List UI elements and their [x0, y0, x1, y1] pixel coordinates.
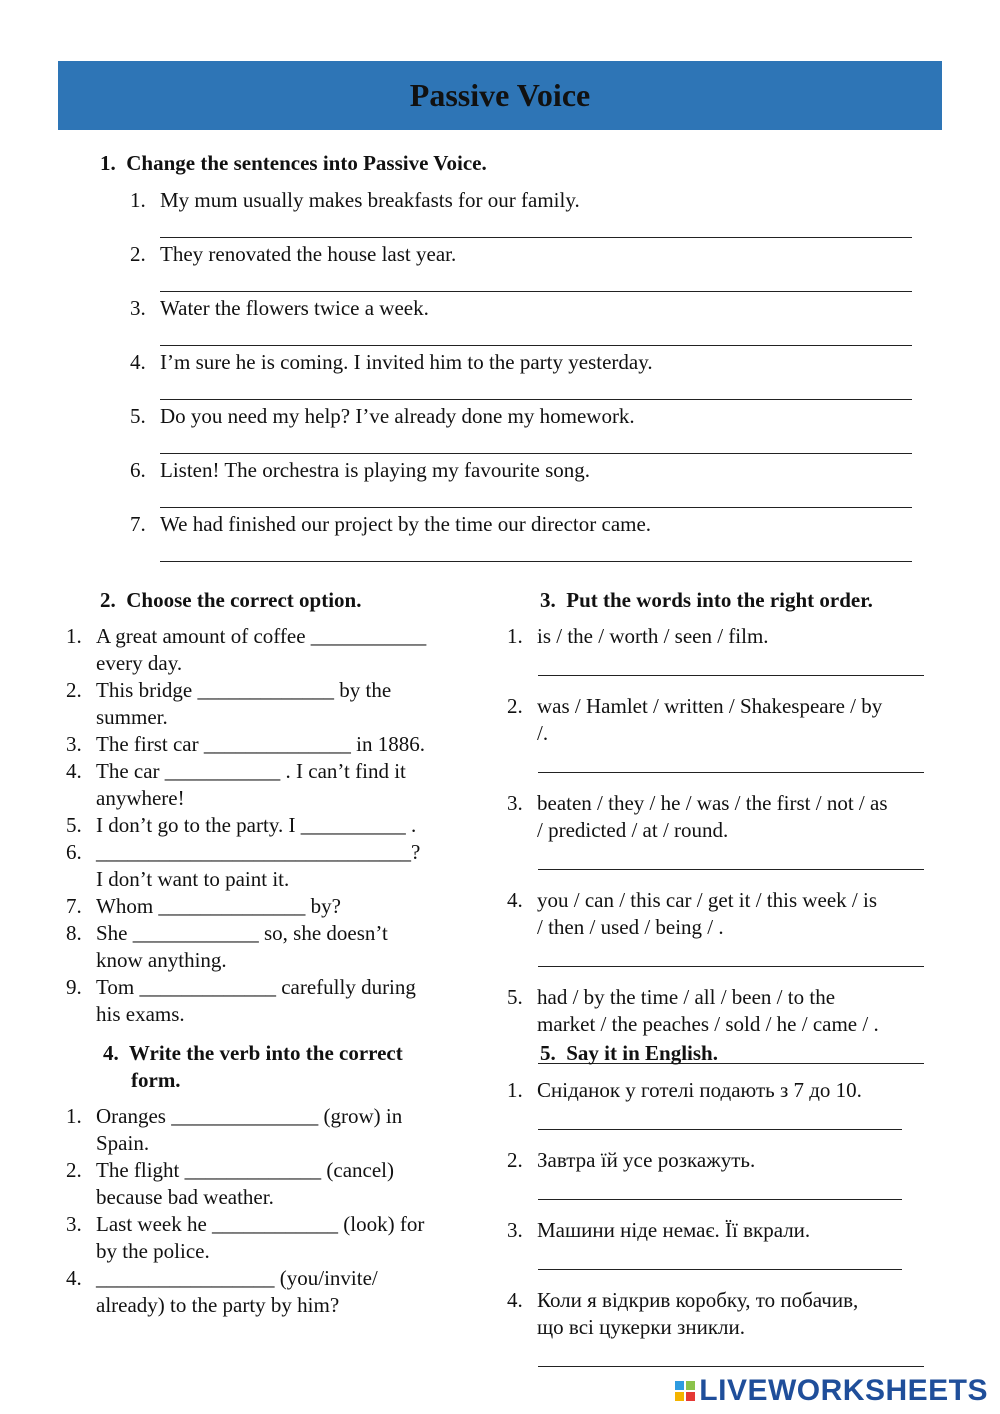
- section-4-heading: [103, 1040, 403, 1094]
- section-2-list: [66, 623, 476, 1028]
- item-number: 2.: [130, 242, 146, 266]
- item-number: 4.: [130, 350, 146, 374]
- item-text: [537, 1217, 937, 1244]
- item-number: 4.: [66, 759, 82, 783]
- section-number: 3.: [540, 588, 556, 612]
- answer-line[interactable]: [160, 399, 912, 400]
- section-heading-text: Change the sentences into Passive Voice.: [126, 151, 487, 175]
- list-item: [507, 1287, 937, 1341]
- item-number: 1.: [130, 188, 146, 212]
- item-line: know anything.: [96, 948, 227, 972]
- item-number: 6.: [130, 458, 146, 482]
- item-number: 2.: [66, 1158, 82, 1182]
- item-number: 5.: [66, 813, 82, 837]
- answer-line[interactable]: [538, 675, 924, 676]
- section-number: 2.: [100, 588, 116, 612]
- item-number: 1.: [507, 1078, 523, 1102]
- item-number: 6.: [66, 840, 82, 864]
- liveworksheets-logo: [675, 1374, 988, 1408]
- item-text: [537, 887, 937, 941]
- item-number: 3.: [66, 1212, 82, 1236]
- item-text: [96, 1103, 476, 1157]
- item-text: [96, 920, 476, 974]
- sentence-text: I’m sure he is coming. I invited him to the party yesterday.: [160, 350, 653, 374]
- section-heading-text: Put the words into the right order.: [566, 588, 873, 612]
- item-line: Сніданок у готелі подають з 7 до 10.: [537, 1078, 862, 1102]
- section-1-heading: [100, 150, 487, 177]
- answer-line[interactable]: [160, 453, 912, 454]
- list-item: [66, 920, 476, 974]
- list-item: [66, 677, 476, 731]
- list-item: [507, 1217, 937, 1244]
- item-text: [96, 1211, 476, 1265]
- item-line: summer.: [96, 705, 168, 729]
- section-number: 4.: [103, 1041, 119, 1065]
- sentence-text: We had finished our project by the time our director came.: [160, 512, 652, 536]
- item-number: 7.: [66, 894, 82, 918]
- answer-line[interactable]: [538, 1199, 902, 1200]
- section-number: 1.: [100, 151, 116, 175]
- item-text: [96, 731, 476, 758]
- section-number: 5.: [540, 1041, 556, 1065]
- list-item: [66, 758, 476, 812]
- answer-line[interactable]: [160, 291, 912, 292]
- item-text: [96, 1157, 476, 1211]
- sentence-text: They renovated the house last year.: [160, 242, 457, 266]
- item-number: 3.: [130, 296, 146, 320]
- item-line: Oranges ______________ (grow) in: [96, 1104, 403, 1128]
- item-line: A great amount of coffee ___________: [96, 624, 427, 648]
- item-line: you / can / this car / get it / this week / is: [537, 888, 878, 912]
- item-text: [537, 623, 937, 650]
- item-line: ______________________________?: [96, 840, 421, 864]
- item-line: The flight _____________ (cancel): [96, 1158, 394, 1182]
- item-line: Tom _____________ carefully during: [96, 975, 416, 999]
- item-line: / then / used / being / .: [537, 915, 724, 939]
- item-number: 7.: [130, 512, 146, 536]
- item-line: _________________ (you/invite/: [96, 1266, 378, 1290]
- item-line: This bridge _____________ by the: [96, 678, 392, 702]
- item-line: every day.: [96, 651, 183, 675]
- item-line: market / the peaches / sold / he / came / .: [537, 1012, 879, 1036]
- sentence-text: Listen! The orchestra is playing my favourite song.: [160, 458, 591, 482]
- item-number: 4.: [66, 1266, 82, 1290]
- list-item: [66, 623, 476, 677]
- item-text: [537, 693, 937, 747]
- answer-line[interactable]: [538, 772, 924, 773]
- list-item: [66, 839, 476, 893]
- item-line: / predicted / at / round.: [537, 818, 729, 842]
- answer-line[interactable]: [160, 237, 912, 238]
- item-number: 9.: [66, 975, 82, 999]
- item-number: 4.: [507, 888, 523, 912]
- section-heading-text: Say it in English.: [566, 1041, 718, 1065]
- item-line: що всі цукерки зникли.: [537, 1315, 745, 1339]
- item-line: I don’t want to paint it.: [96, 867, 290, 891]
- item-text: [96, 677, 476, 731]
- item-text: [537, 790, 937, 844]
- item-text: [96, 893, 476, 920]
- section-3-heading: [540, 587, 873, 614]
- item-line: The first car ______________ in 1886.: [96, 732, 425, 756]
- list-item: [66, 812, 476, 839]
- section-2-heading: [100, 587, 362, 614]
- item-number: 2.: [507, 694, 523, 718]
- answer-line[interactable]: [538, 869, 924, 870]
- list-item: [507, 887, 937, 941]
- item-line: was / Hamlet / written / Shakespeare / by: [537, 694, 883, 718]
- sentence-text: Water the flowers twice a week.: [160, 296, 429, 320]
- item-line: is / the / worth / seen / film.: [537, 624, 769, 648]
- item-number: 1.: [507, 624, 523, 648]
- item-text: [96, 839, 476, 893]
- item-text: [96, 623, 476, 677]
- item-number: 2.: [66, 678, 82, 702]
- list-item: [507, 1077, 937, 1104]
- item-line: already) to the party by him?: [96, 1293, 340, 1317]
- item-line: because bad weather.: [96, 1185, 274, 1209]
- section-3-list: [507, 623, 937, 1064]
- item-line: Машини ніде немає. Її вкрали.: [537, 1218, 811, 1242]
- answer-line[interactable]: [538, 966, 924, 967]
- list-item: [507, 790, 937, 844]
- item-text: [537, 984, 937, 1038]
- list-item: [507, 984, 937, 1038]
- item-text: [537, 1147, 937, 1174]
- item-line: Spain.: [96, 1131, 150, 1155]
- item-text: [96, 974, 476, 1028]
- item-line: by the police.: [96, 1239, 210, 1263]
- item-text: [96, 812, 476, 839]
- item-line: Завтра їй усе розкажуть.: [537, 1148, 756, 1172]
- list-item: [66, 1157, 476, 1211]
- list-item: [507, 623, 937, 650]
- item-text: [96, 1265, 476, 1319]
- item-number: 4.: [507, 1288, 523, 1312]
- answer-line[interactable]: [160, 507, 912, 508]
- item-number: 3.: [507, 1218, 523, 1242]
- answer-line[interactable]: [538, 1129, 902, 1130]
- answer-line[interactable]: [160, 345, 912, 346]
- list-item: [66, 893, 476, 920]
- item-line: Whom ______________ by?: [96, 894, 341, 918]
- sentence-text: Do you need my help? I’ve already done my homework.: [160, 404, 635, 428]
- item-number: 5.: [507, 985, 523, 1009]
- sentence-text: My mum usually makes breakfasts for our family.: [160, 188, 580, 212]
- item-line: The car ___________ . I can’t find it: [96, 759, 406, 783]
- section-4-list: [66, 1103, 476, 1319]
- answer-line[interactable]: [538, 1269, 902, 1270]
- item-number: 3.: [507, 791, 523, 815]
- item-line: I don’t go to the party. I __________ .: [96, 813, 417, 837]
- logo-grid-icon: [675, 1381, 695, 1401]
- item-line: beaten / they / he / was / the first / not / as: [537, 791, 888, 815]
- section-heading-text: Choose the correct option.: [126, 588, 362, 612]
- item-line: had / by the time / all / been / to the: [537, 985, 836, 1009]
- item-text: [537, 1077, 937, 1104]
- item-number: 1.: [66, 624, 82, 648]
- list-item: [66, 1103, 476, 1157]
- item-line: his exams.: [96, 1002, 185, 1026]
- answer-line[interactable]: [538, 1366, 924, 1367]
- item-text: [537, 1287, 937, 1341]
- item-line: /.: [537, 721, 549, 745]
- title-banner: [58, 61, 942, 130]
- list-item: [66, 1211, 476, 1265]
- section-5-list: [507, 1077, 937, 1367]
- logo-text: LIVEWORKSHEETS: [699, 1374, 988, 1407]
- list-item: [507, 693, 937, 747]
- list-item: [66, 1265, 476, 1319]
- item-number: 3.: [66, 732, 82, 756]
- page-title: Passive Voice: [409, 77, 591, 113]
- list-item: [66, 974, 476, 1028]
- item-line: Last week he ____________ (look) for: [96, 1212, 425, 1236]
- section-heading-text: form.: [131, 1068, 181, 1092]
- list-item: [507, 1147, 937, 1174]
- item-text: [96, 758, 476, 812]
- section-5-heading: [540, 1040, 718, 1067]
- item-line: anywhere!: [96, 786, 185, 810]
- item-number: 5.: [130, 404, 146, 428]
- answer-line[interactable]: [160, 561, 912, 562]
- section-heading-text: Write the verb into the correct: [128, 1041, 403, 1065]
- item-number: 2.: [507, 1148, 523, 1172]
- item-number: 8.: [66, 921, 82, 945]
- item-number: 1.: [66, 1104, 82, 1128]
- list-item: [66, 731, 476, 758]
- item-line: Коли я відкрив коробку, то побачив,: [537, 1288, 859, 1312]
- item-line: She ____________ so, she doesn’t: [96, 921, 388, 945]
